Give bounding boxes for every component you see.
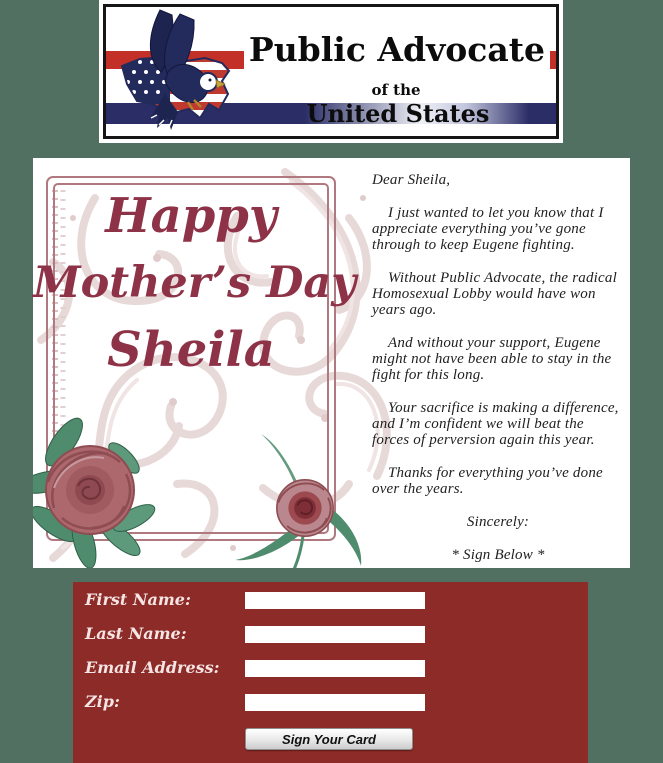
zip-label: Zip: — [85, 692, 120, 711]
form-row-first-name — [73, 590, 588, 614]
header-banner-frame — [103, 4, 559, 139]
card-greeting-line2: Mother’s Day — [33, 258, 357, 308]
zip-input[interactable] — [245, 694, 425, 711]
last-name-input[interactable] — [245, 626, 425, 643]
email-input[interactable] — [245, 660, 425, 677]
card-and-letter-sheet — [33, 158, 630, 568]
eagle-flag-us-map-icon — [108, 8, 250, 139]
header-banner — [99, 0, 563, 143]
first-name-input[interactable] — [245, 592, 425, 609]
org-title-united-states: United States — [306, 99, 490, 128]
rose-large — [33, 413, 159, 568]
letter-text — [372, 162, 624, 580]
org-title: Public Advocate — [244, 31, 550, 69]
first-name-label: First Name: — [85, 590, 191, 609]
mothers-day-card — [33, 158, 391, 568]
letter-paragraph: Thanks for everything you’ve done over the years. — [372, 465, 603, 497]
card-greeting-name: Sheila — [107, 322, 275, 378]
sign-below-note: * Sign Below * — [451, 547, 545, 563]
org-title-of-the: of the — [371, 81, 421, 99]
email-label: Email Address: — [85, 658, 220, 677]
letter-paragraph: I just wanted to let you know that I appreciate everything you’ve gone through to keep Eugene fighting. — [372, 205, 604, 253]
signup-form — [73, 582, 588, 763]
card-greeting-line1: Happy — [105, 188, 277, 244]
letter-salutation: Dear Sheila, — [372, 172, 451, 188]
sign-your-card-button[interactable]: Sign Your Card — [245, 728, 413, 750]
form-row-zip — [73, 692, 588, 716]
letter-paragraph: Your sacrifice is making a difference, and I’m confident we will beat the forces of perversion again this year. — [372, 400, 619, 448]
form-row-email — [73, 658, 588, 682]
letter-closing: Sincerely: — [466, 514, 530, 530]
rose-small — [235, 434, 361, 568]
last-name-label: Last Name: — [85, 624, 187, 643]
form-row-last-name — [73, 624, 588, 648]
letter-paragraph: And without your support, Eugene might not have been able to stay in the fight for this long. — [372, 335, 612, 383]
letter-paragraph: Without Public Advocate, the radical Homosexual Lobby would have won years ago. — [372, 270, 617, 318]
